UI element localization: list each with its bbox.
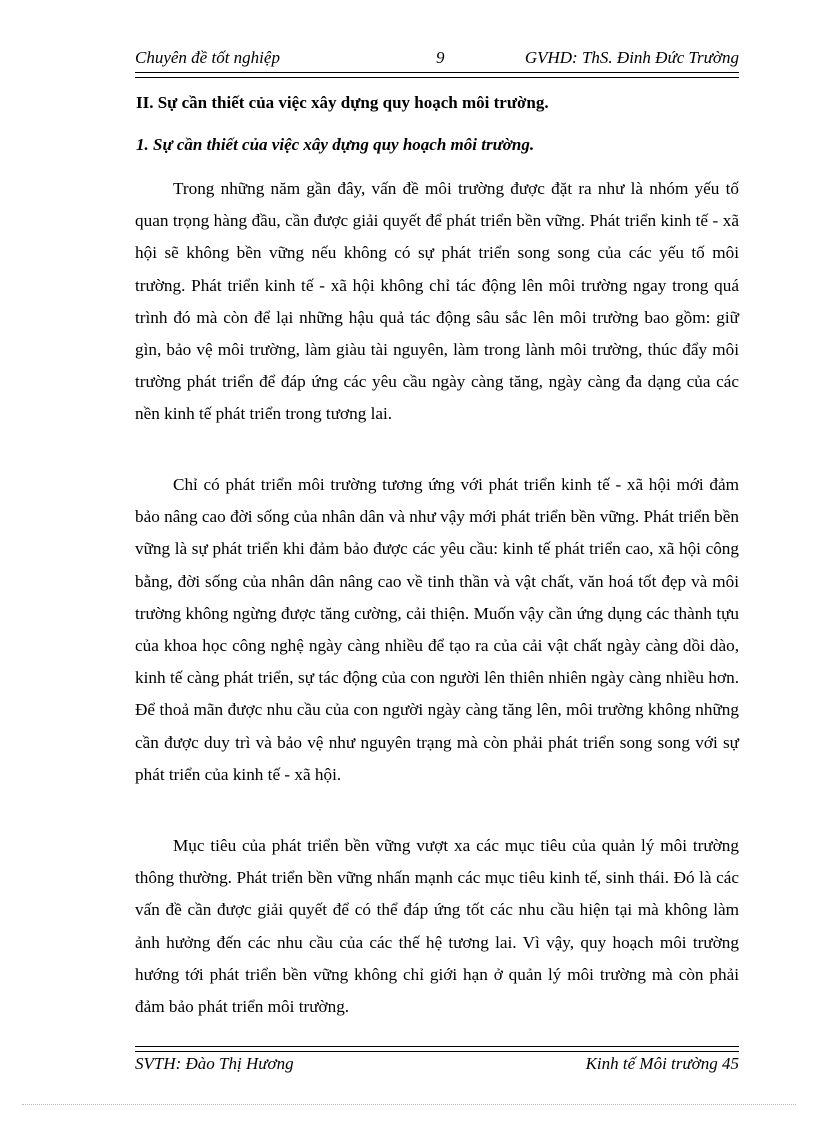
page-edge-divider	[22, 1104, 796, 1105]
page-header	[135, 48, 739, 70]
page-footer	[135, 1054, 739, 1076]
header-page-number: 9	[436, 48, 445, 67]
footer-class: Kinh tế Môi trường 45	[585, 1054, 739, 1073]
body-paragraph-3: Mục tiêu của phát triển bền vững vượt xa các mục tiêu của quản lý môi trường thông thường. Phát triển bền vững nhấn mạnh các mục tiêu kinh tế, sinh thái. Đó là các vấn đề cần được giải quyết để có thể đáp ứng tốt các nhu cầu hiện tại mà không làm ảnh hưởng đến các nhu cầu của các thế hệ tương lai. Vì vậy, quy hoạch môi trường hướng tới phát triển bền vững không chỉ giới hạn ở quản lý môi trường mà còn phải đảm bảo phát triển môi trường.	[135, 836, 739, 1017]
body-paragraph-1: Trong những năm gần đây, vấn đề môi trường được đặt ra như là nhóm yếu tố quan trọng hàng đầu, cần được giải quyết để phát triển bền vững. Phát triển kinh tế - xã hội sẽ không bền vững nếu không có sự phát triển song song của các yếu tố môi trường. Phát triển kinh tế - xã hội không chỉ tác động lên môi trường ngay trong quá trình đó mà còn để lại những hậu quả tác động sâu sắc lên môi trường bao gồm: giữ gìn, bảo vệ môi trường, làm giàu tài nguyên, làm trong lành môi trường, thúc đẩy môi trường phát triển để đáp ứng các yêu cầu ngày càng tăng, ngày càng đa dạng của các nền kinh tế phát triển trong tương lai.	[135, 179, 739, 424]
subsection-heading: 1. Sự cần thiết của việc xây dựng quy hoạch môi trường.	[136, 135, 535, 154]
section-heading: II. Sự cần thiết của việc xây dựng quy hoạch môi trường.	[136, 93, 549, 112]
header-document-type: Chuyên đề tốt nghiệp	[135, 48, 280, 67]
footer-divider	[135, 1046, 739, 1052]
footer-student: SVTH: Đào Thị Hương	[135, 1054, 294, 1073]
header-supervisor: GVHD: ThS. Đinh Đức Trường	[524, 48, 739, 67]
header-divider	[135, 72, 739, 78]
body-paragraph-2: Chỉ có phát triển môi trường tương ứng với phát triển kinh tế - xã hội mới đảm bảo nâng cao đời sống của nhân dân và như vậy mới phát triển bền vững. Phát triển bền vững là sự phát triển khi đảm bảo được các yêu cầu: kinh tế phát triển cao, xã hội công bằng, đời sống của nhân dân nâng cao về tinh thần và vật chất, văn hoá tốt đẹp và môi trường không ngừng được tăng cường, cải thiện. Muốn vậy cần ứng dụng các thành tựu của khoa học công nghệ ngày càng nhiều để tạo ra của cải vật chất ngày càng dồi dào, kinh tế càng phát triển, sự tác động của con người lên thiên nhiên ngày càng nhiều hơn. Để thoả mãn được nhu cầu của con người ngày càng tăng lên, môi trường không những cần được duy trì và bảo vệ như nguyên trạng mà còn phải phát triển song song với sự phát triển của kinh tế - xã hội.	[135, 475, 739, 784]
